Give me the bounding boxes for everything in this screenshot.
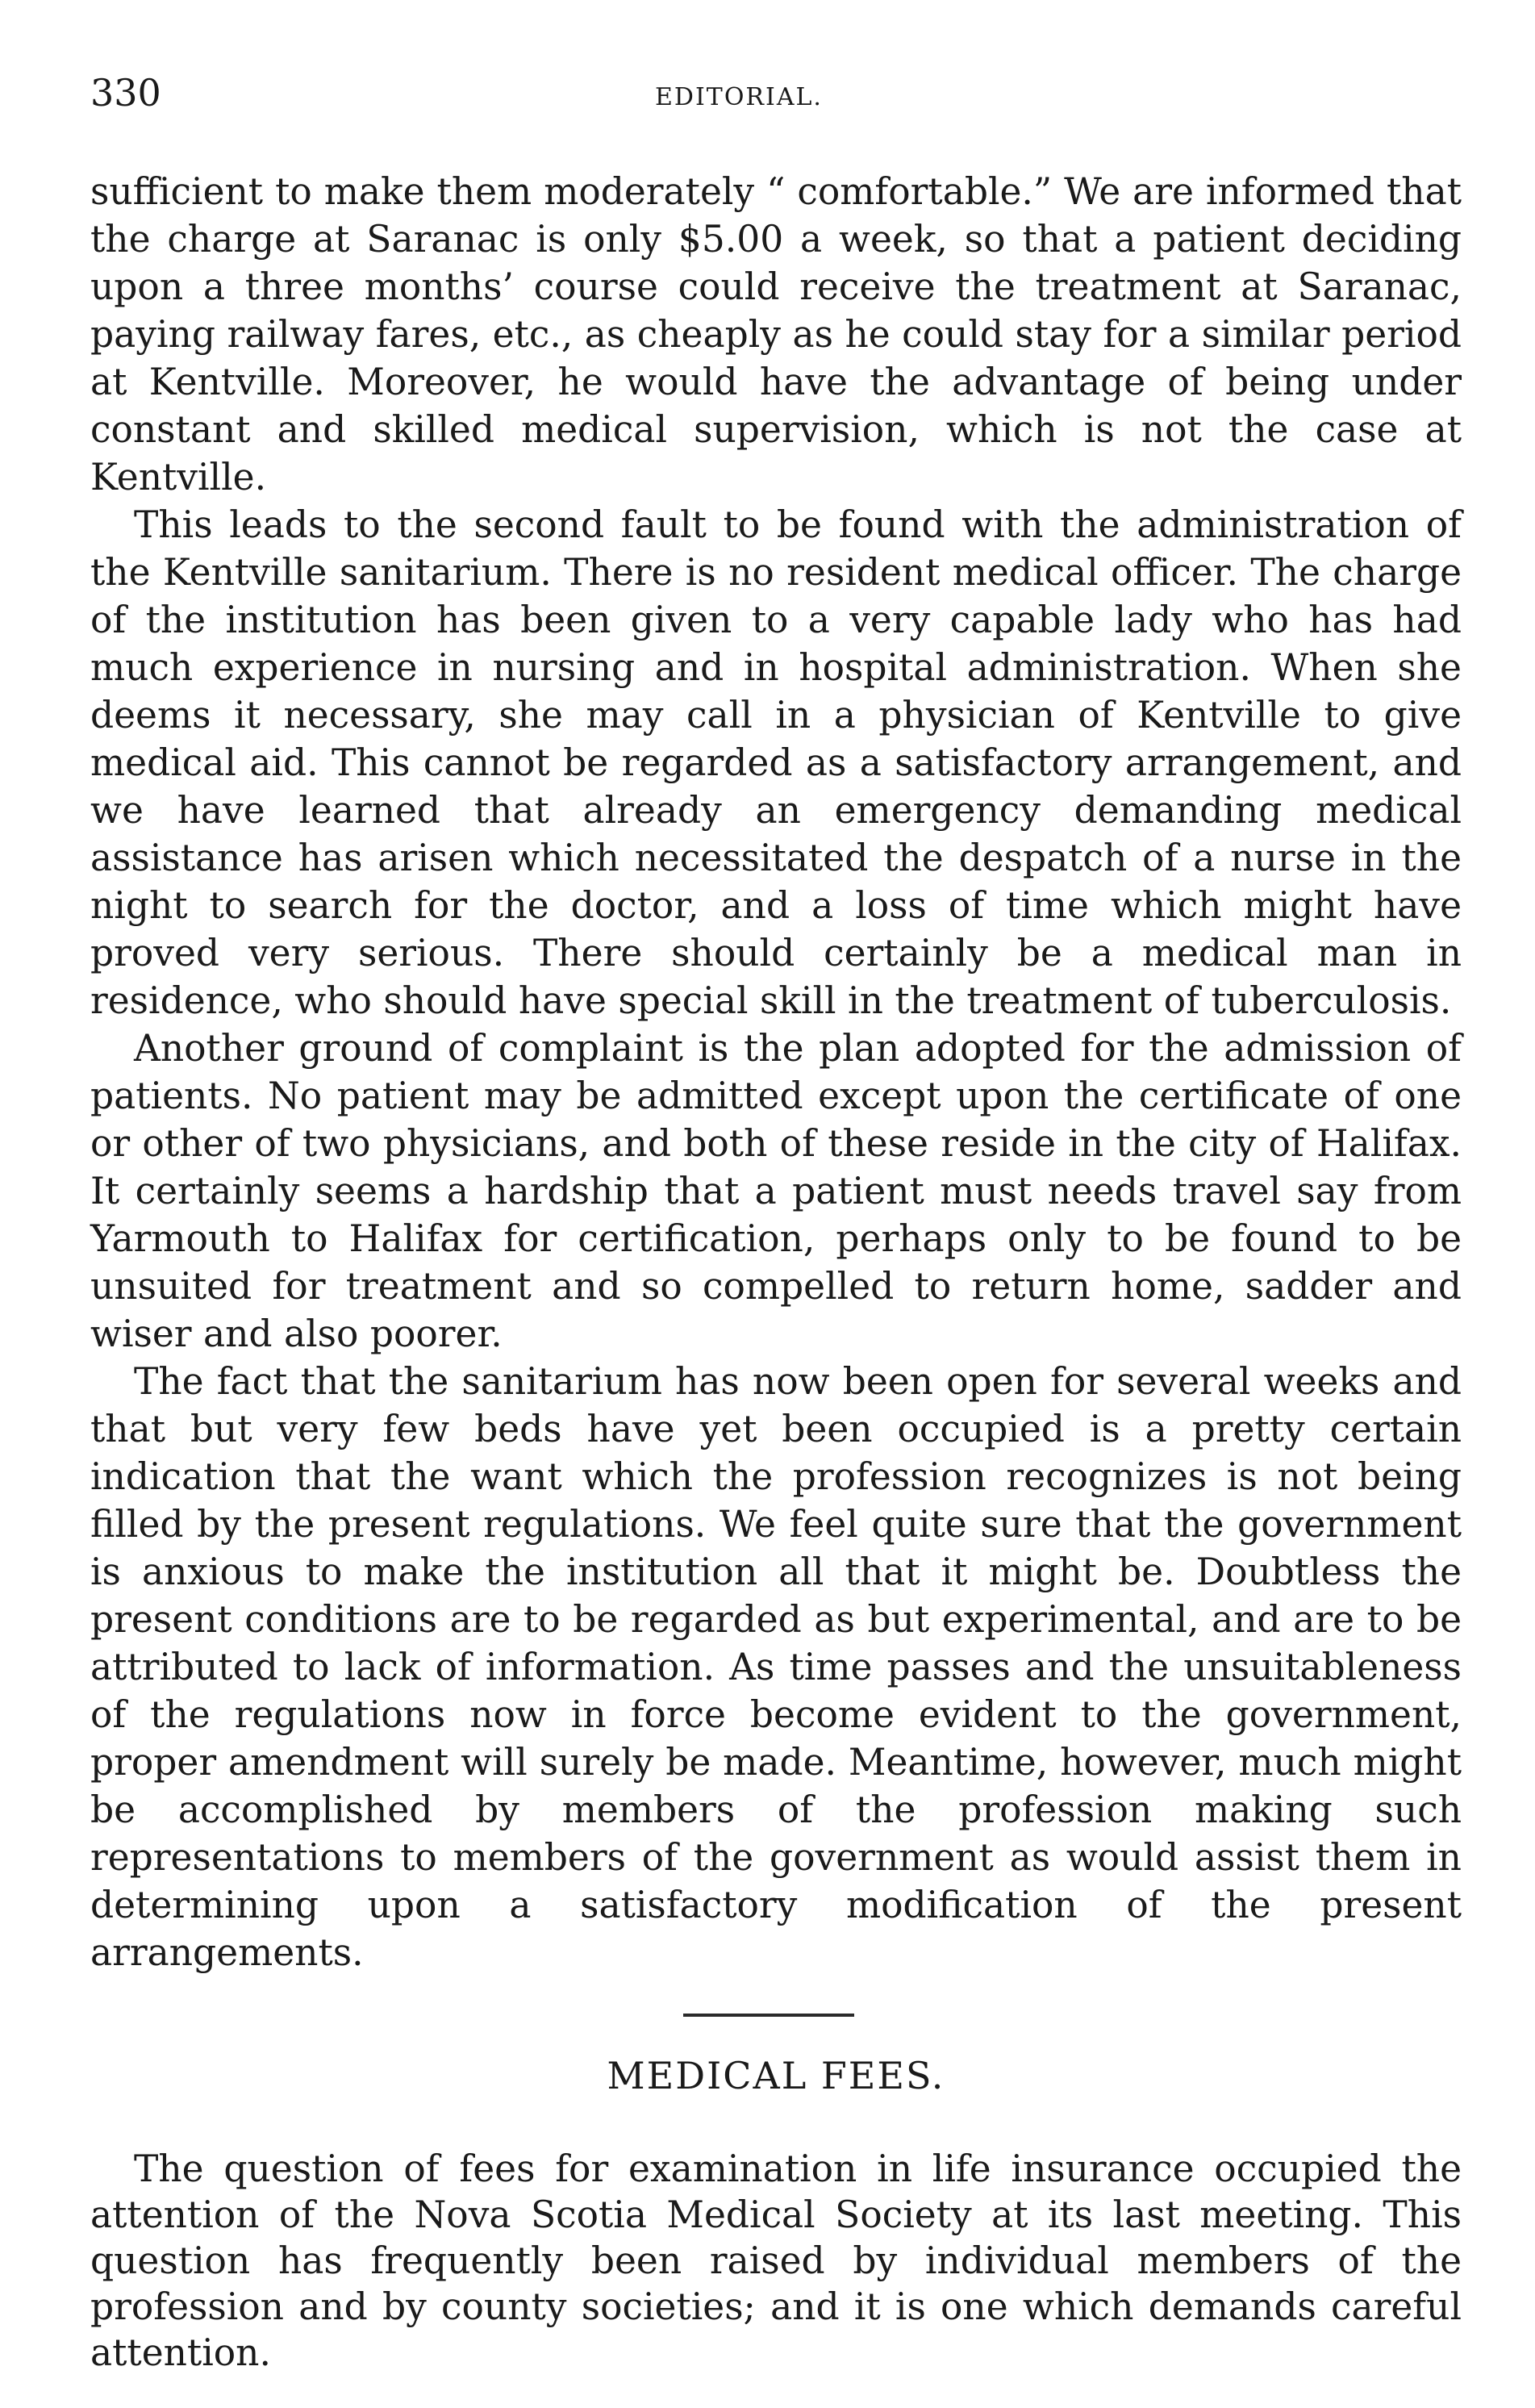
page-number: 330: [90, 71, 161, 115]
running-head: [90, 71, 1462, 123]
paragraph: This leads to the second fault to be found with the administration of the Kentville sanitarium. There is no resident medical officer. The charge of the institution has been given to a very capable lady who has had much experience in nursing and in hospital administration. When she deems it necessary, she may call in a physician of Kentville to give medical aid. This cannot be regarded as a satisfactory arrangement, and we have learned that already an emergency demanding medical assistance has arisen which necessitated the despatch of a nurse in the night to search for the doctor, and a loss of time which might have proved very serious. There should certainly be a medical man in residence, who should have special skill in the treatment of tuberculosis.: [90, 503, 1462, 1022]
paragraph: The question of fees for examination in life insurance occupied the attention of the Nova Scotia Medical Society at its last meeting. This question has frequently been raised by individual members of the profession and by county societies; and it is one which demands careful attention.: [90, 2147, 1462, 2374]
editorial-body: [90, 168, 1462, 1976]
medical-fees-body: [90, 2146, 1462, 2376]
paragraph: Another ground of complaint is the plan adopted for the admission of patients. No patient may be admitted except upon the certificate of one or other of two physicians, and both of these reside in the city of Halifax. It certainly seems a hardship that a patient must needs travel say from Yarmouth to Halifax for certification, perhaps only to be found to be unsuited for treatment and so compelled to return home, sadder and wiser and also poorer.: [90, 1027, 1462, 1355]
paragraph: The fact that the sanitarium has now been open for several weeks and that but very few beds have yet been occupied is a pretty certain indication that the want which the profession recognizes is not being filled by the present regulations. We feel quite sure that the government is anxious to make the institution all that it might be. Doubtless the present conditions are to be regarded as but experimental, and are to be attributed to lack of information. As time passes and the unsuitableness of the regulations now in force become evident to the government, proper amendment will surely be made. Meantime, however, much might be accomplished by members of the profession making such representations to members of the government as would assist them in determining upon a satisfactory modification of the present arrangements.: [90, 1360, 1462, 1974]
section-heading: MEDICAL FEES.: [607, 2054, 945, 2097]
section-divider: [683, 2014, 854, 2017]
paragraph: sufficient to make them moderately “ comfortable.” We are informed that the charge at Saranac is only $5.00 a week, so that a patient deciding upon a three months’ course could receive the treatment at Saranac, paying railway fares, etc., as cheaply as he could stay for a similar period at Kentville. Moreover, he would have the advantage of being under constant and skilled medical supervision, which is not the case at Kentville.: [90, 170, 1462, 499]
running-head-title: EDITORIAL.: [655, 83, 823, 111]
